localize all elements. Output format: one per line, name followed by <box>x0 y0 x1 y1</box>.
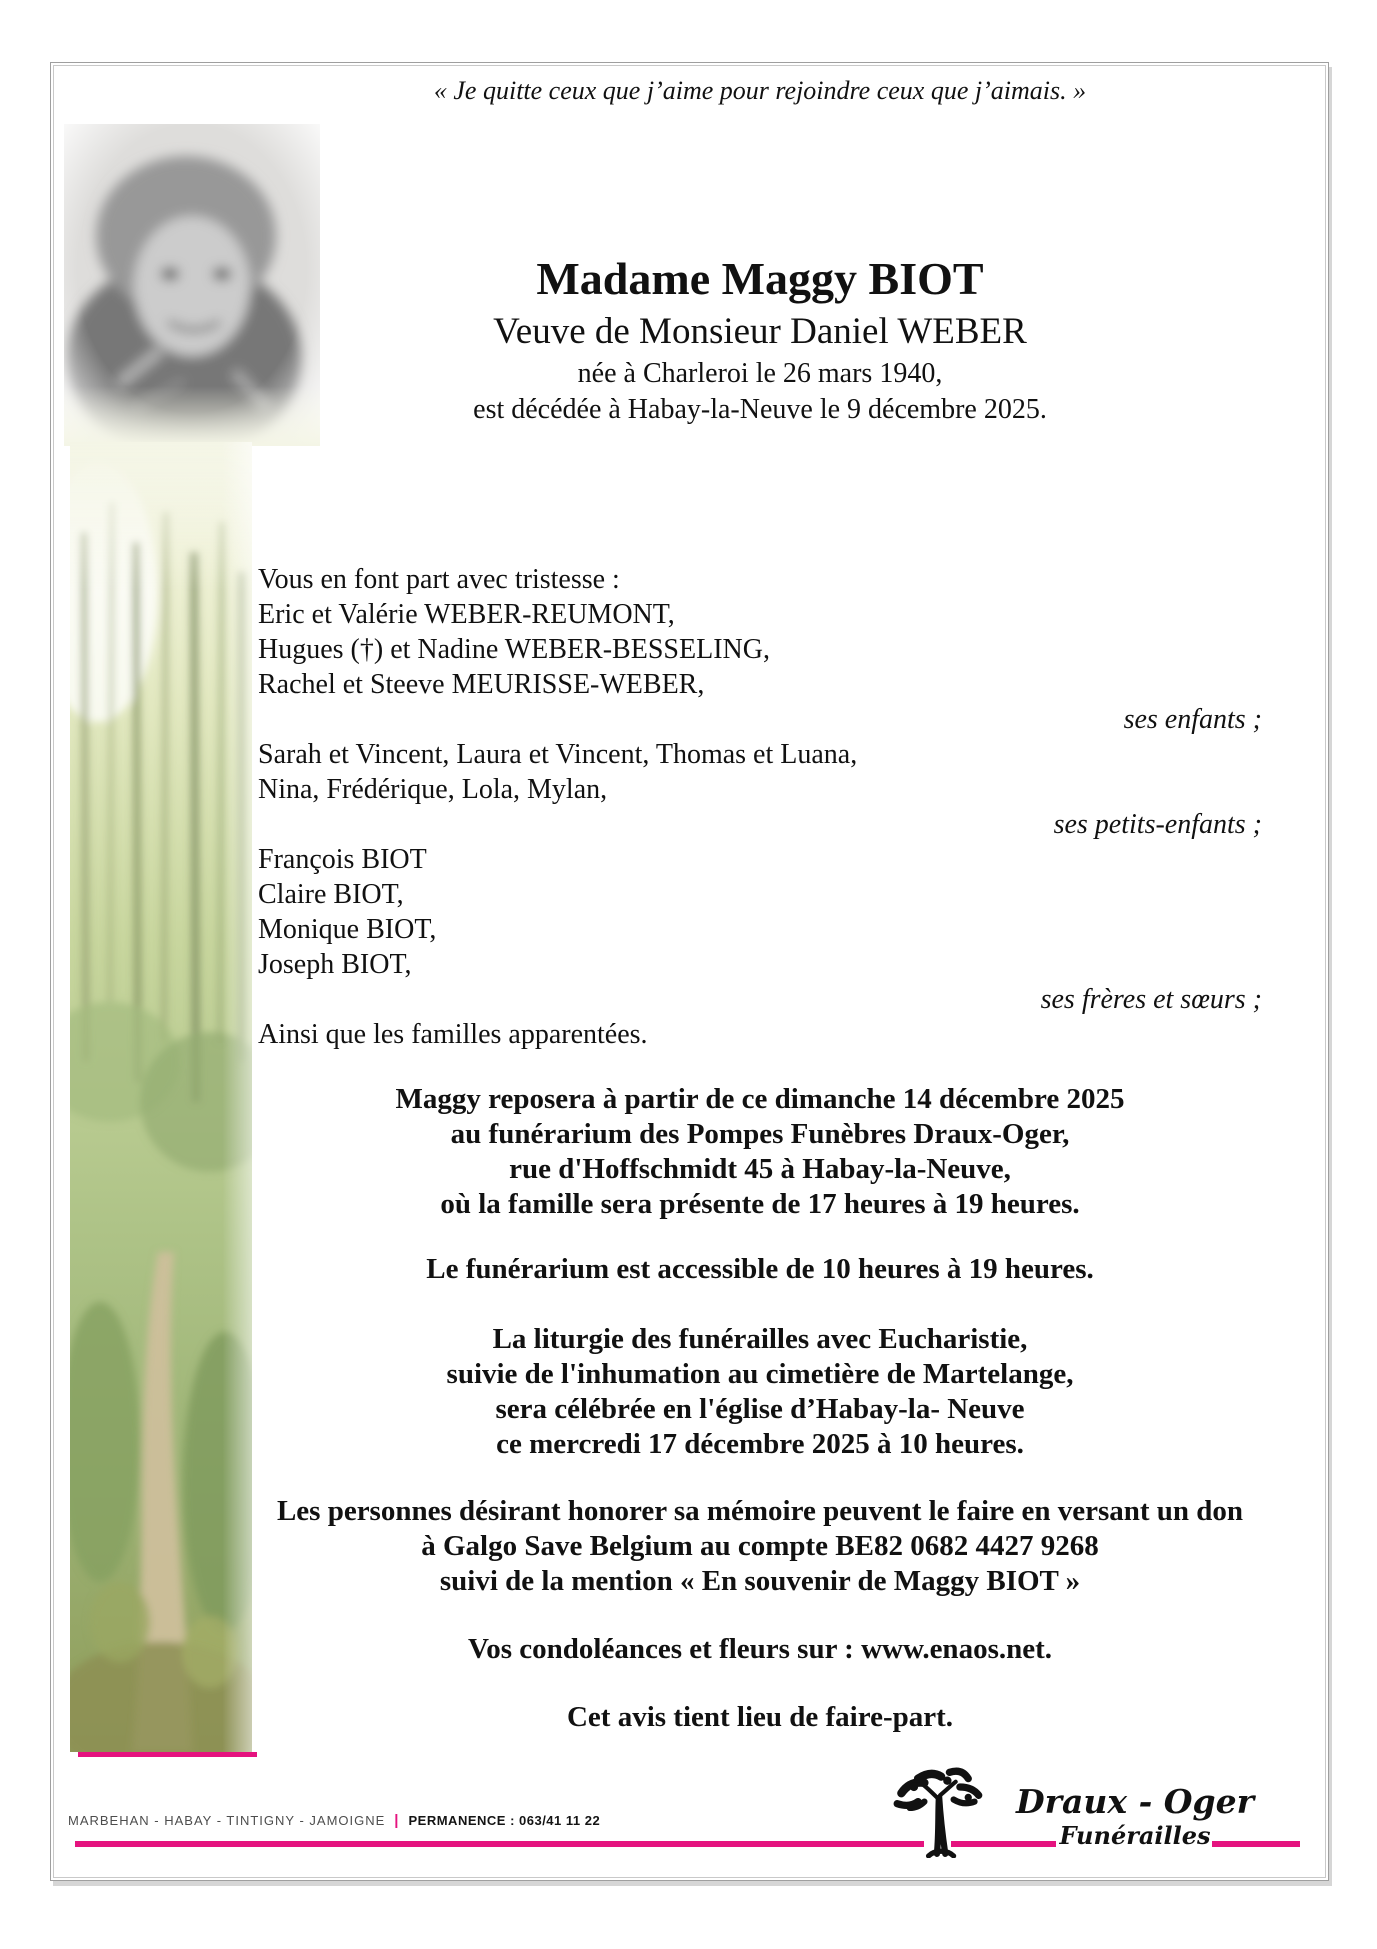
sibling-line: Claire BIOT, <box>258 879 404 910</box>
footer-permanence: PERMANENCE : 063/41 11 22 <box>408 1813 601 1828</box>
grandchildren-label: ses petits-enfants ; <box>1053 809 1262 840</box>
photo-accent-underline <box>78 1752 257 1757</box>
liturgy-paragraph <box>258 1322 1262 1462</box>
siblings-label: ses frères et sœurs ; <box>1040 984 1262 1015</box>
child-line: Rachel et Steeve MEURISSE-WEBER, <box>258 669 705 700</box>
access-paragraph <box>258 1252 1262 1287</box>
liturgy-line: La liturgie des funérailles avec Eucharistie, <box>492 1323 1028 1355</box>
liturgy-line: sera célébrée en l'église d’Habay-la- Neuve <box>495 1393 1025 1425</box>
memorial-quote: « Je quitte ceux que j’aime pour rejoindre ceux que j’aimais. » <box>433 76 1087 105</box>
donation-line: Les personnes désirant honorer sa mémoire peuvent le faire en versant un don <box>276 1495 1244 1527</box>
children-label: ses enfants ; <box>1123 704 1262 735</box>
footer-accent-line <box>75 1841 924 1847</box>
condolences-paragraph <box>258 1632 1262 1667</box>
repose-line: Maggy reposera à partir de ce dimanche 14 décembre 2025 <box>395 1083 1125 1115</box>
footer-contact <box>68 1812 600 1829</box>
deceased-subtitle: Veuve de Monsieur Daniel WEBER <box>493 311 1027 352</box>
deceased-name: Madame Maggy BIOT <box>536 253 984 304</box>
tree-icon <box>885 1764 993 1858</box>
grandchild-line: Sarah et Vincent, Laura et Vincent, Thomas et Luana, <box>258 739 858 770</box>
repose-line: rue d'Hoffschmidt 45 à Habay-la-Neuve, <box>509 1153 1011 1185</box>
intro-line: Vous en font part avec tristesse : <box>258 564 620 595</box>
death-line: est décédée à Habay-la-Neuve le 9 décembre 2025. <box>473 394 1047 425</box>
notice-paragraph <box>258 1700 1262 1735</box>
birth-line: née à Charleroi le 26 mars 1940, <box>577 358 943 389</box>
funeral-home-name: Draux - Oger <box>1016 1782 1254 1821</box>
forest-photo <box>70 442 252 1752</box>
access-line: Le funérarium est accessible de 10 heures à 19 heures. <box>426 1253 1094 1285</box>
donation-line: suivi de la mention « En souvenir de Maggy BIOT » <box>439 1565 1081 1597</box>
child-line: Hugues (†) et Nadine WEBER-BESSELING, <box>258 634 770 665</box>
footer-locations: MARBEHAN - HABAY - TINTIGNY - JAMOIGNE <box>68 1813 386 1828</box>
condolences-line: Vos condoléances et fleurs sur : www.enaos.net. <box>467 1633 1053 1665</box>
notice-line: Cet avis tient lieu de faire-part. <box>566 1701 954 1733</box>
child-line: Eric et Valérie WEBER-REUMONT, <box>258 599 675 630</box>
grandchild-line: Nina, Frédérique, Lola, Mylan, <box>258 774 608 805</box>
funeral-home-tagline: Funérailles <box>1059 1821 1211 1850</box>
repose-line: où la famille sera présente de 17 heures à 19 heures. <box>440 1188 1080 1220</box>
funeral-home-logo <box>990 1782 1280 1850</box>
repose-line: au funérarium des Pompes Funèbres Draux-Oger, <box>450 1118 1070 1150</box>
liturgy-line: suivie de l'inhumation au cimetière de Martelange, <box>446 1358 1074 1390</box>
donation-line: à Galgo Save Belgium au compte BE82 0682 4427 9268 <box>421 1530 1099 1562</box>
repose-paragraph <box>258 1082 1262 1222</box>
families-line: Ainsi que les familles apparentées. <box>258 1019 648 1050</box>
sibling-line: Joseph BIOT, <box>258 949 412 980</box>
donation-paragraph <box>258 1494 1262 1599</box>
sibling-line: François BIOT <box>258 844 427 875</box>
deceased-header <box>258 250 1262 428</box>
footer-separator: | <box>394 1812 400 1829</box>
family-section <box>258 562 1262 1052</box>
sibling-line: Monique BIOT, <box>258 914 437 945</box>
liturgy-line: ce mercredi 17 décembre 2025 à 10 heures. <box>496 1428 1024 1460</box>
